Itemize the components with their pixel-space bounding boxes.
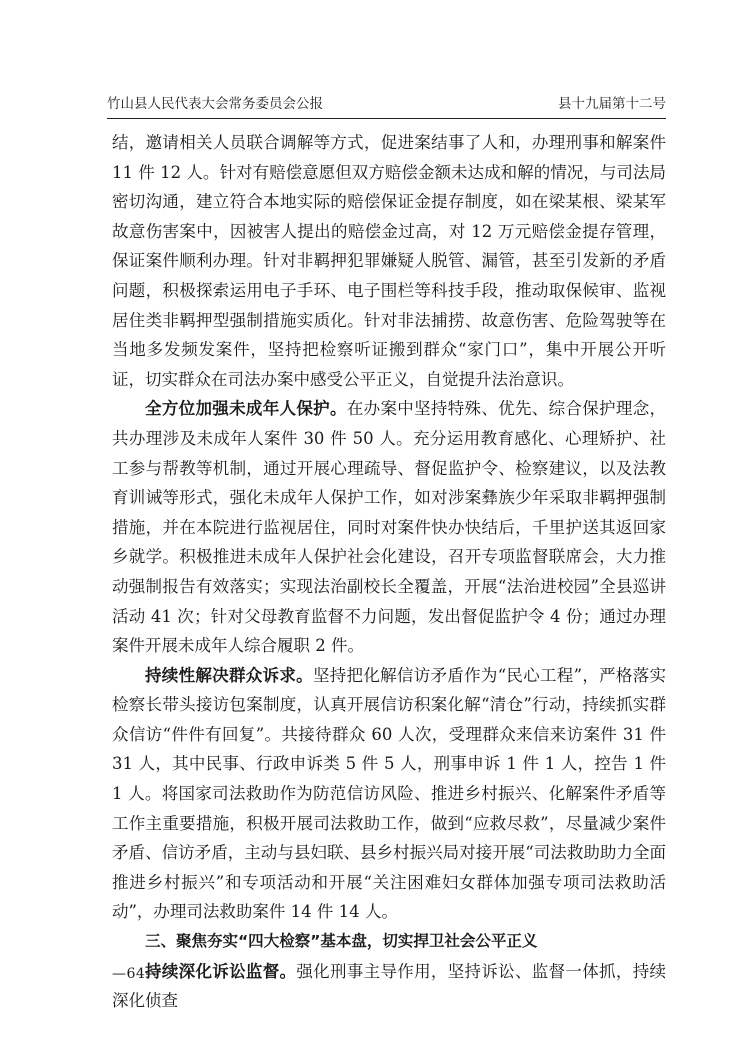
header-rule	[107, 118, 666, 119]
paragraph-text: 强化刑事主导作用，坚持诉讼、监督一体抓，持续深化侦查	[112, 961, 667, 1011]
paragraph-petitions	[112, 661, 666, 927]
paragraph-minor-protection	[112, 394, 666, 660]
paragraph-lead: 全方位加强未成年人保护。	[145, 399, 347, 419]
gazette-title: 竹山县人民代表大会常务委员会公报	[107, 96, 323, 112]
paragraph-lead: 持续性解决群众诉求。	[145, 665, 313, 685]
section-heading: 三、聚焦夯实“四大检察”基本盘，切实捍卫社会公平正义	[145, 932, 538, 951]
page-header	[107, 88, 666, 112]
issue-number: 县十九届第十二号	[558, 96, 666, 112]
paragraph-litigation-supervision	[112, 957, 666, 1016]
page-number: —64—	[112, 966, 160, 982]
paragraph-text: 在办案中坚持特殊、优先、综合保护理念，共办理涉及未成年人案件 30 件 50 人。充分运用教育感化、心理矫护、社工参与帮教等机制，通过开展心理疏导、督促监护令、检察建议，以及法教育训诫等形式，强化未成年人保护工作，如对涉案彝族少年采取非羁押强制措施，并在本院进行监视居住，同时对案件快办快结后，千里护送其返回家乡就学。积极推进未成年人保护社会化建设，召开专项监督联席会，大力推动强制报告有效落实；实现法治副校长全覆盖，开展“法治进校园”全县巡讲活动 41 次；针对父母教育监督不力问题，发出督促监护令 4 份；通过办理案件开展未成年人综合履职 2 件。	[112, 399, 667, 656]
paragraph-text: 坚持把化解信访矛盾作为“民心工程”，严格落实检察长带头接访包案制度，认真开展信访积案化解“清仓”行动，持续抓实群众信访“件件有回复”。共接待群众 60 人次，受理群众来信来访案件 31 件 31 人，其中民事、行政申诉类 5 件 5 人，刑事申诉 1 件 1 人，控告 1 件 1 人。将国家司法救助作为防范信访风险、推进乡村振兴、化解案件矛盾等工作主重要措施，积极开展司法救助工作，做到“应救尽救”，尽量减少案件矛盾、信访矛盾，主动与县妇联、县乡村振兴局对接开展“司法救助助力全面推进乡村振兴”和专项活动和开展“关注困难妇女群体加强专项司法救助活动”，办理司法救助案件 14 件 14 人。	[112, 665, 667, 922]
paragraph-lead: 持续深化诉讼监督。	[145, 961, 297, 981]
paragraph-continuation: 结，邀请相关人员联合调解等方式，促进案结事了人和，办理刑事和解案件 11 件 12 人。针对有赔偿意愿但双方赔偿金额未达成和解的情况，与司法局密切沟通，建立符合本地实际的赔偿保证金提存制度，如在梁某根、梁某军故意伤害案中，因被害人提出的赔偿金过高，对 12 万元赔偿金提存管理，保证案件顺利办理。针对非羁押犯罪嫌疑人脱管、漏管，甚至引发新的矛盾问题，积极探索运用电子手环、电子围栏等科技手段，推动取保候审、监视居住类非羁押型强制措施实质化。针对非法捕捞、故意伤害、危险驾驶等在当地多发频发案件，坚持把检察听证搬到群众“家门口”，集中开展公开听证，切实群众在司法办案中感受公平正义，自觉提升法治意识。	[112, 133, 666, 389]
page-content	[112, 128, 666, 1016]
